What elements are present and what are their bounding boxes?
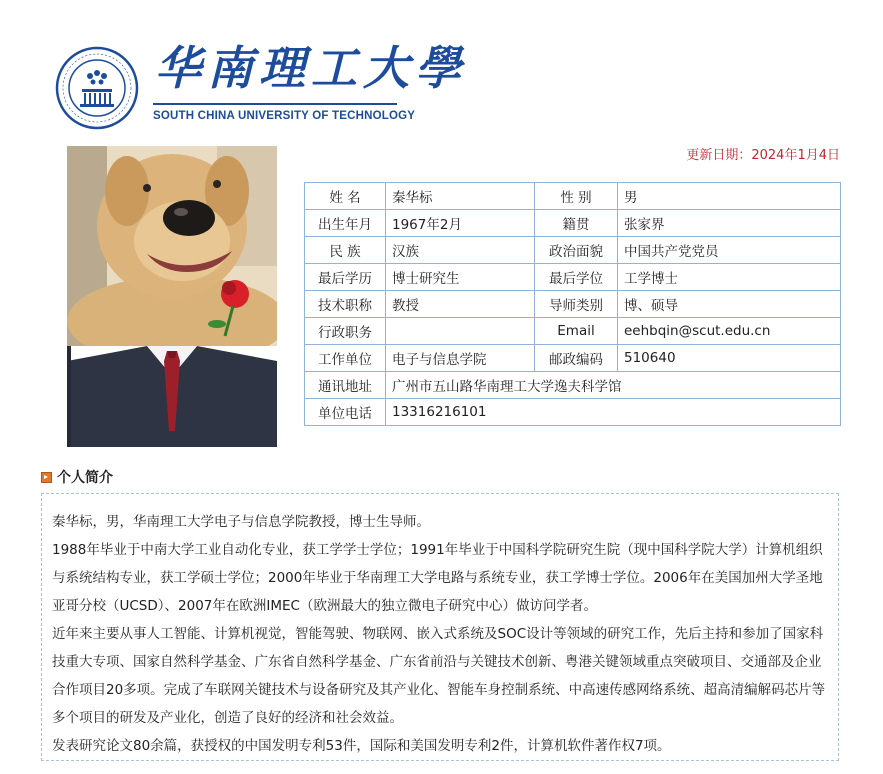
table-row — [305, 345, 841, 372]
table-row — [305, 264, 841, 291]
work-unit-label: 工作单位 — [305, 345, 386, 372]
degree-value: 工学博士 — [618, 264, 841, 291]
address-label: 通讯地址 — [305, 372, 386, 399]
university-name-cn: 华南理工大學 — [155, 41, 467, 95]
title-label: 技术职称 — [305, 291, 386, 318]
email-label: Email — [535, 318, 618, 345]
work-unit-value: 电子与信息学院 — [386, 345, 535, 372]
political-label: 政治面貌 — [535, 237, 618, 264]
profile-table — [304, 182, 841, 426]
bio-paragraph: 发表研究论文80余篇，获授权的中国发明专利53件，国际和美国发明专利2件，计算机软件著作权7项。 — [52, 738, 671, 754]
update-date: 更新日期：2024年1月4日 — [686, 148, 840, 163]
table-row — [305, 210, 841, 237]
bio-paragraph: 秦华标，男，华南理工大学电子与信息学院教授，博士生导师。 — [52, 514, 430, 530]
bio-paragraph: 1988年毕业于中南大学工业自动化专业，获工学学士学位；1991年毕业于中国科学院研究生院（现中国科学院大学）计算机组织与系统结构专业，获工学硕士学位；2000年毕业于华南理工大学电路与系统专业，获工学博士学位。2006年在美国加州大学圣地亚哥分校（UCSD）、2007年在欧洲IMEC（欧洲最大的独立微电子研究中心）做访问学者。 — [52, 542, 823, 614]
university-seal-logo — [55, 46, 139, 130]
gender-value: 男 — [618, 183, 841, 210]
degree-label: 最后学位 — [535, 264, 618, 291]
bio-box — [41, 493, 839, 761]
logo-divider — [153, 103, 397, 105]
phone-label: 单位电话 — [305, 399, 386, 426]
name-label: 姓 名 — [305, 183, 386, 210]
admin-post-label: 行政职务 — [305, 318, 386, 345]
address-value: 广州市五山路华南理工大学逸夫科学馆 — [386, 372, 841, 399]
table-row — [305, 183, 841, 210]
birth-value: 1967年2月 — [386, 210, 535, 237]
bio-paragraph: 近年来主要从事人工智能、计算机视觉，智能驾驶、物联网、嵌入式系统及SOC设计等领域的研究工作，先后主持和参加了国家科技重大专项、国家自然科学基金、广东省自然科学基金、广东省前沿与关键技术创新、粤港关键领域重点突破项目、交通部及企业合作项目20多项。完成了车联网关键技术与设备研究及其产业化、智能车身控制系统、中高速传感网络系统、超高清编解码芯片等多个项目的研发及产业化，创造了良好的经济和社会效益。 — [52, 626, 826, 726]
bio-heading — [41, 467, 113, 487]
postcode-value: 510640 — [618, 345, 841, 372]
admin-post-value — [386, 318, 535, 345]
bio-heading-text: 个人简介 — [57, 470, 113, 486]
table-row — [305, 318, 841, 345]
title-value: 教授 — [386, 291, 535, 318]
ethnicity-label: 民 族 — [305, 237, 386, 264]
gender-label: 性 别 — [535, 183, 618, 210]
orange-square-bullet-icon — [41, 472, 52, 483]
university-name-en: SOUTH CHINA UNIVERSITY OF TECHNOLOGY — [153, 110, 416, 122]
ethnicity-value: 汉族 — [386, 237, 535, 264]
education-value: 博士研究生 — [386, 264, 535, 291]
email-value[interactable]: eehbqin@scut.edu.cn — [618, 318, 841, 345]
table-row — [305, 399, 841, 426]
political-value: 中国共产党党员 — [618, 237, 841, 264]
table-row — [305, 372, 841, 399]
table-row — [305, 237, 841, 264]
postcode-label: 邮政编码 — [535, 345, 618, 372]
native-place-value: 张家界 — [618, 210, 841, 237]
portrait-photo — [67, 146, 277, 447]
supervisor-type-value: 博、硕导 — [618, 291, 841, 318]
birth-label: 出生年月 — [305, 210, 386, 237]
name-value: 秦华标 — [386, 183, 535, 210]
supervisor-type-label: 导师类别 — [535, 291, 618, 318]
native-place-label: 籍贯 — [535, 210, 618, 237]
table-row — [305, 291, 841, 318]
university-logo — [55, 40, 467, 130]
education-label: 最后学历 — [305, 264, 386, 291]
phone-value: 13316216101 — [386, 399, 841, 426]
